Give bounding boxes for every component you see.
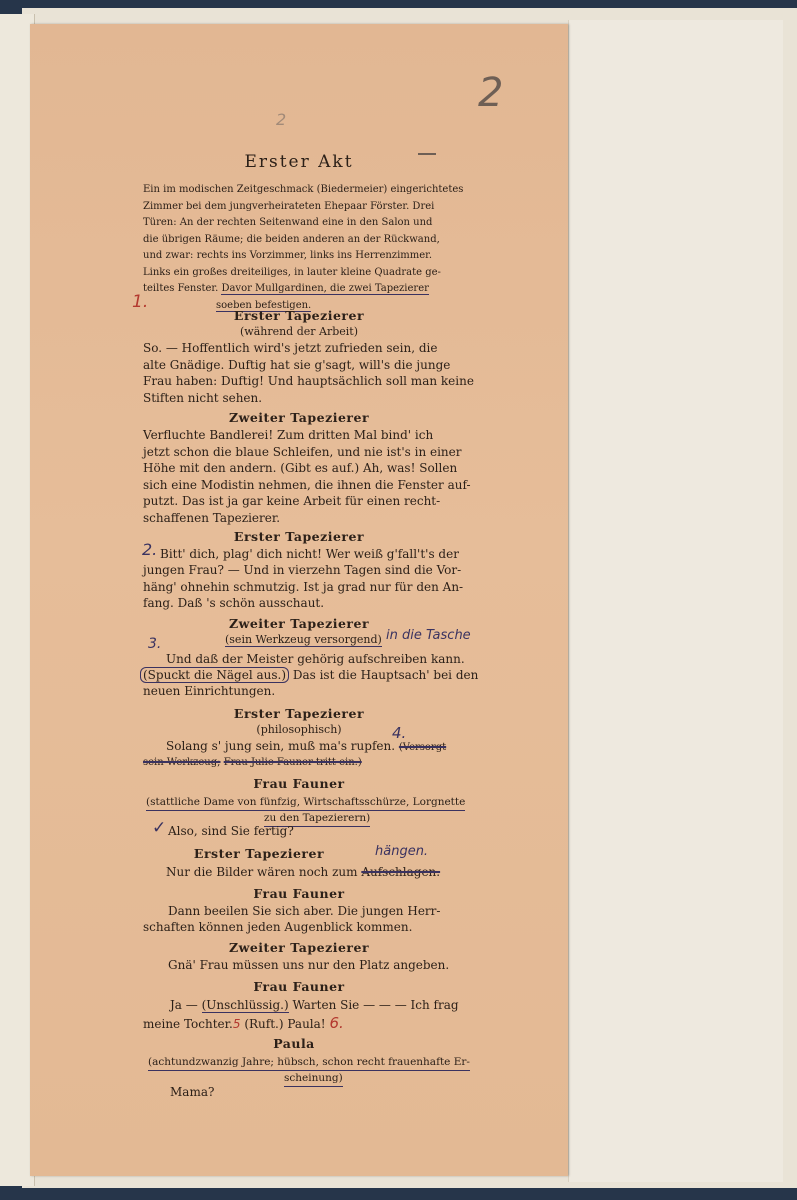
dialogue bbox=[143, 340, 541, 406]
underlined-text: Davor Mullgardinen, die zwei Tapezierer bbox=[221, 283, 429, 294]
speaker-name: Paula bbox=[273, 1036, 315, 1051]
dialogue-text: Das ist die Hauptsach' bei den bbox=[292, 668, 479, 682]
dialogue-line bbox=[170, 997, 459, 1013]
pencil-page-mark: 2 bbox=[276, 110, 287, 129]
speaker-name: Erster Tapezierer bbox=[233, 308, 365, 323]
dialogue bbox=[143, 562, 541, 612]
speaker-name: Zweiter Tapezierer bbox=[228, 410, 370, 425]
dialogue-text: Paula! bbox=[287, 1017, 326, 1031]
stage-setting bbox=[143, 182, 541, 314]
dialogue-line: Frau haben: Duftig! Und hauptsächlich soll man keine bbox=[143, 374, 474, 388]
check-mark: ✓ bbox=[152, 818, 167, 838]
dialogue-text: Solang s' jung sein, muß ma's rupfen. bbox=[166, 739, 396, 753]
dialogue-line: Bitt' dich, plag' dich nicht! Wer weiß g'fall't's der bbox=[160, 547, 459, 561]
dialogue-text: Warten Sie — — — Ich frag bbox=[292, 998, 459, 1012]
dialogue-text: Ja — bbox=[170, 998, 198, 1012]
struck-word: Aufschlagen. bbox=[361, 865, 441, 879]
dialogue-line: neuen Einrichtungen. bbox=[143, 684, 276, 698]
page-number: 2 bbox=[478, 70, 504, 116]
dialogue-text: meine Tochter. bbox=[143, 1017, 233, 1031]
speaker-name: Frau Fauner bbox=[253, 979, 345, 994]
margin-mark-5: 5 bbox=[232, 1017, 241, 1031]
margin-mark-6: 6. bbox=[329, 1014, 344, 1032]
stage-direction: zu den Tapezierern) bbox=[264, 810, 370, 827]
stage-line-text: teiltes Fenster. bbox=[143, 283, 219, 294]
stage-line: Ein im modischen Zeitgeschmack (Biedermeier) eingerichtetes bbox=[143, 184, 464, 195]
dialogue-line: Verfluchte Bandlerei! Zum dritten Mal bind' ich bbox=[143, 428, 434, 442]
dialogue-line: schaften können jeden Augenblick kommen. bbox=[143, 920, 413, 934]
stage-line: Links ein großes dreiteiliges, in lauter kleine Quadrate ge- bbox=[143, 266, 441, 278]
stage-direction: (philosophisch) bbox=[256, 723, 342, 736]
stage-direction: (sein Werkzeug versorgend) bbox=[225, 633, 382, 646]
dialogue-line: Stiften nicht sehen. bbox=[143, 390, 263, 405]
blank-facing-page bbox=[568, 20, 783, 1182]
dialogue-line: häng' ohnehin schmutzig. Ist ja grad nur für den An- bbox=[143, 579, 464, 594]
dialogue-line: Und daß der Meister gehörig aufschreiben kann. bbox=[166, 652, 465, 666]
dialogue-line: fang. Daß 's schön ausschaut. bbox=[143, 596, 325, 610]
handwritten-insert: in die Tasche bbox=[386, 628, 471, 643]
dialogue-line: Also, sind Sie fertig? bbox=[168, 824, 294, 838]
margin-mark-2: 2. bbox=[142, 540, 158, 559]
dialogue-line bbox=[143, 755, 362, 771]
speaker-name: Zweiter Tapezierer bbox=[228, 940, 370, 955]
stage-direction: scheinung) bbox=[284, 1070, 343, 1087]
stage-direction: (stattliche Dame von fünfzig, Wirtschaftsschürze, Lorgnette bbox=[146, 794, 465, 811]
struck-direction: Frau Julie Fauner tritt ein.) bbox=[223, 757, 362, 768]
margin-mark-1: 1. bbox=[132, 292, 149, 312]
underlined-direction: (Unschlüssig.) bbox=[201, 998, 289, 1012]
dialogue-line: schaffenen Tapezierer. bbox=[143, 510, 281, 525]
speaker-name: Frau Fauner bbox=[253, 776, 345, 791]
dialogue-line bbox=[140, 667, 478, 683]
stage-direction: (achtundzwanzig Jahre; hübsch, schon recht frauenhafte Er- bbox=[148, 1054, 470, 1071]
stage-line: und zwar: rechts ins Vorzimmer, links ins Herrenzimmer. bbox=[143, 250, 433, 261]
speaker-name: Erster Tapezierer bbox=[193, 846, 325, 861]
struck-direction: sein Werkzeug; bbox=[143, 757, 221, 768]
underlined-text: soeben befestigen. bbox=[216, 299, 312, 311]
act-title: Erster Akt bbox=[244, 152, 354, 172]
dialogue-line bbox=[166, 864, 440, 880]
dialogue-line: sich eine Modistin nehmen, die ihnen die Fenster auf- bbox=[143, 477, 471, 492]
speaker-name: Erster Tapezierer bbox=[233, 706, 365, 721]
dialogue-line: putzt. Das ist ja gar keine Arbeit für einen recht- bbox=[143, 494, 441, 508]
stage-line: Zimmer bei dem jungverheirateten Ehepaar Förster. Drei bbox=[143, 200, 435, 212]
speaker-name: Frau Fauner bbox=[253, 886, 345, 901]
stage-line bbox=[143, 281, 541, 298]
margin-mark-3: 3. bbox=[148, 636, 162, 652]
handwritten-insert: hängen. bbox=[375, 844, 429, 859]
dialogue-line: Höhe mit den andern. (Gibt es auf.) Ah, was! Sollen bbox=[143, 461, 458, 475]
stage-direction: (Ruft.) bbox=[244, 1017, 284, 1031]
dialogue-line: jungen Frau? — Und in vierzehn Tagen sind die Vor- bbox=[143, 563, 462, 577]
dialogue-line: So. — Hoffentlich wird's jetzt zufrieden sein, die bbox=[143, 341, 438, 355]
margin-mark-4: 4. bbox=[392, 724, 407, 742]
dialogue-line: Mama? bbox=[170, 1085, 215, 1099]
dialogue-line: Dann beeilen Sie sich aber. Die jungen Herr- bbox=[168, 904, 441, 918]
dialogue-line: Gnä' Frau müssen uns nur den Platz angeben. bbox=[168, 958, 450, 972]
stage-line: Türen: An der rechten Seitenwand eine in den Salon und bbox=[143, 217, 433, 228]
dialogue bbox=[160, 546, 541, 563]
speaker-name: Zweiter Tapezierer bbox=[228, 616, 370, 631]
manuscript-sheet bbox=[30, 24, 568, 1176]
stage-direction: (während der Arbeit) bbox=[239, 325, 359, 338]
dialogue-text: Nur die Bilder wären noch zum bbox=[166, 865, 358, 879]
speaker-name: Erster Tapezierer bbox=[233, 529, 365, 544]
stage-line: die übrigen Räume; die beiden anderen an der Rückwand, bbox=[143, 233, 440, 245]
dialogue bbox=[143, 427, 541, 526]
dialogue-line: jetzt schon die blaue Schleifen, und nie ist's in einer bbox=[143, 444, 462, 459]
circled-direction: (Spuckt die Nägel aus.) bbox=[140, 667, 289, 683]
dialogue-line: alte Gnädige. Duftig hat sie g'sagt, will's die junge bbox=[143, 357, 451, 372]
dialogue-line bbox=[143, 1015, 344, 1032]
struck-direction: (Versorgt bbox=[398, 742, 447, 753]
